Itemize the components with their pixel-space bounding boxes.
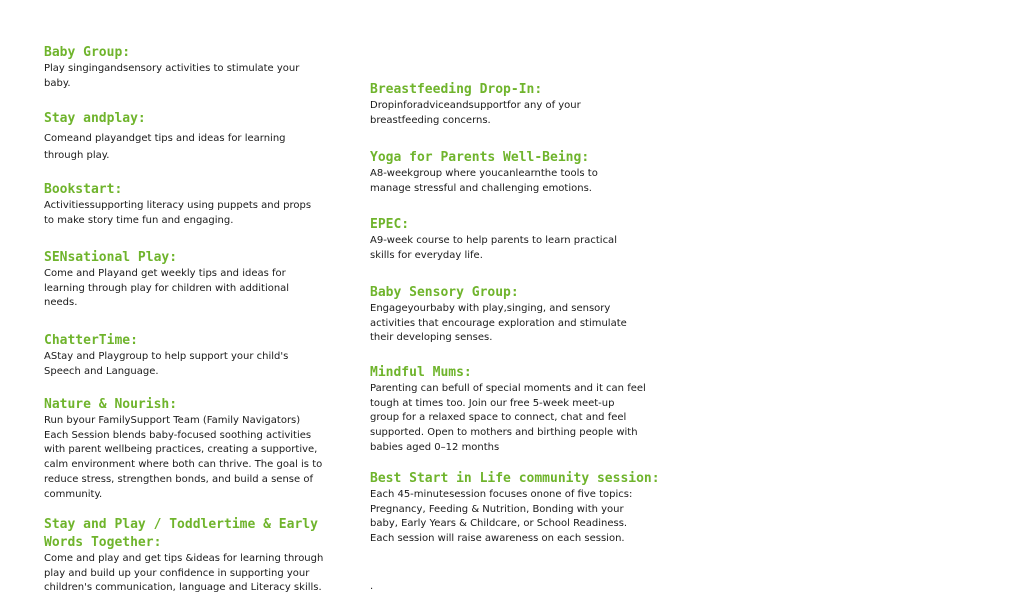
section-baby-group	[44, 44, 334, 91]
section-title: Baby Sensory Group:	[370, 285, 519, 300]
section-description: A9-week course to help parents to learn practical skills for everyday life.	[370, 235, 617, 261]
section-title: ChatterTime:	[44, 333, 138, 348]
section-description: AStay and Playgroup to help support your child's Speech and Language.	[44, 351, 289, 377]
section-description: Come and play and get tips &ideas for learning through play and build up your confidence in supporting your children's communication, language and Literacy skills.	[44, 553, 324, 594]
section-bookstart	[44, 181, 334, 228]
section-best-start-in-life	[370, 470, 660, 547]
section-title: Breastfeeding Drop-In:	[370, 82, 543, 97]
section-baby-sensory-group	[370, 284, 660, 346]
section-description: Come and Playand get weekly tips and ideas for learning through play for children with additional needs.	[44, 268, 290, 309]
section-description: Engageyourbaby with play,singing, and sensory activities that encourage exploration and stimulate their developing senses.	[370, 303, 627, 344]
section-description: Parenting can befull of special moments and it can feel tough at times too. Join our free 5-week meet-up group for a relaxed space to connect, chat and feel supported. Open to mothers and birthing people with babies aged 0–12 months	[370, 383, 646, 453]
section-stay-and-play-toddlertime	[44, 516, 334, 596]
section-title: Bookstart:	[44, 182, 123, 197]
section-nature-and-nourish	[44, 396, 334, 502]
section-title: EPEC:	[370, 217, 410, 232]
section-title: Mindful Mums:	[370, 365, 472, 380]
section-description: Run byour FamilySupport Team (Family Navigators) Each Session blends baby-focused soothing activities with parent wellbeing practices, creating a supportive, calm environment where both can thrive. The goal is to reduce stress, strengthen bonds, and build a sense of community.	[44, 415, 323, 500]
section-description: Each 45-minutesession focuses onone of five topics: Pregnancy, Feeding & Nutrition, Bonding with your baby, Early Years & Childcare, or School Readiness. Each session will raise awareness on each session.	[370, 489, 633, 545]
section-description: Comeand playandget tips and ideas for learning through play.	[44, 133, 286, 161]
section-description: A8-weekgroup where youcanlearnthe tools to manage stressful and challenging emotions.	[370, 168, 598, 194]
section-title: SENsational Play:	[44, 250, 178, 265]
section-yoga-for-parents	[370, 149, 660, 196]
section-chattertime	[44, 332, 334, 379]
section-sensational-play	[44, 249, 334, 311]
section-title: Best Start in Life community session:	[370, 471, 660, 486]
section-stay-and-play	[44, 110, 334, 164]
section-epec	[370, 216, 660, 263]
section-title: Yoga for Parents Well-Being:	[370, 150, 590, 165]
section-description: Activitiessupporting literacy using puppets and props to make story time fun and engaging.	[44, 200, 312, 226]
section-title: Baby Group:	[44, 45, 131, 60]
section-description: Dropinforadviceandsupportfor any of your breastfeeding concerns.	[370, 100, 581, 126]
section-mindful-mums	[370, 364, 660, 456]
section-description: Play singingandsensory activities to stimulate your baby.	[44, 63, 300, 89]
section-title: Nature & Nourish:	[44, 397, 178, 412]
section-breastfeeding-drop-in	[370, 81, 660, 128]
section-title: Stay andplay:	[44, 111, 146, 126]
section-title: Stay and Play / Toddlertime & Early Words Together:	[44, 517, 318, 550]
footer-mark: .	[370, 581, 374, 592]
